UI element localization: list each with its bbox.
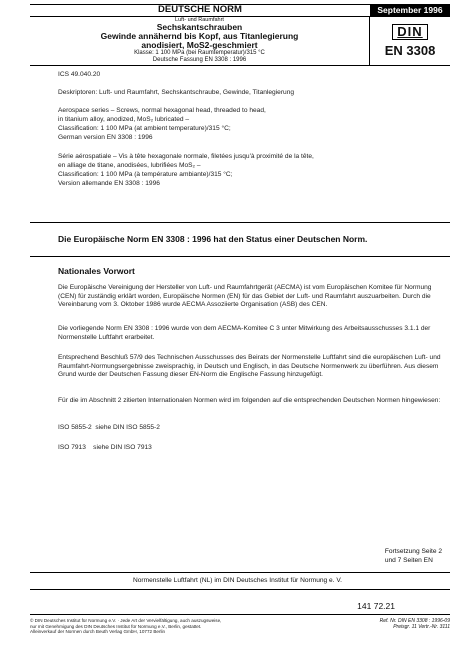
foreword-paragraph-3: Entsprechend Beschluß 57/9 des Technischen Ausschusses des Beirats der Normenstelle Luftfahrt sind die europäischen Luft- und Raumfahrt-Normungsergebnisse zweisprachig, in Deutsch und Englisch, in das Deutsche Normenwerk zu überführen. Aus diesem Grund wurde der Deutschen Fassung dieser EN-Norm die Englische Fassung hinzugefügt.	[58, 354, 441, 378]
english-title-line-2: in titanium alloy, anodized, MoS₂ lubricated –	[58, 116, 190, 123]
reference-iso-5855-2: ISO 5855-2 siehe DIN ISO 5855-2	[58, 424, 160, 431]
ics-code: ICS 49.040.20	[58, 71, 101, 78]
french-title-line-1: Série aérospatiale – Vis à tête hexagonale normale, filetées jusqu'à proximité de la tête,	[58, 153, 314, 160]
foreword-title: Nationales Vorwort	[58, 266, 135, 276]
french-classification: Classification: 1 100 MPa (à température ambiante)/315 °C;	[58, 171, 233, 178]
divider	[30, 572, 450, 573]
descriptors: Deskriptoren: Luft- und Raumfahrt, Sechskantschraube, Gewinde, Titanlegierung	[58, 89, 295, 96]
french-version: Version allemande EN 3308 : 1996	[58, 180, 160, 187]
classification-line: Klasse: 1 100 MPa (bei Raumtemperatur)/315 °C	[134, 50, 265, 56]
continuation-note	[385, 548, 442, 565]
issue-date: September 1996	[370, 5, 450, 16]
foreword-paragraph-1: Die Europäische Vereinigung der Hersteller von Luft- und Raumfahrtgerät (AECMA) ist vom Europäischen Komitee für Normung (CEN) für zuständig erklärt worden, Europäische Normen (EN) für das Gebiet der Luft- und Raumfahrt auszuarbeiten. Durch die Vereinbarung vom 3. Oktober 1986 wurde AECMA Assoziierte Organisation (ASB) des CEN.	[58, 284, 432, 308]
document-subtitle-2: anodisiert, MoS2-geschmiert	[141, 40, 258, 50]
din-logo: DIN	[392, 24, 427, 40]
english-classification: Classification: 1 100 MPa (at ambient temperature)/315 °C;	[58, 125, 231, 132]
english-title-line-1: Aerospace series – Screws, normal hexagonal head, threaded to head,	[58, 107, 266, 114]
divider	[30, 222, 450, 223]
foreword-paragraph-2: Die vorliegende Norm EN 3308 : 1996 wurde von dem AECMA-Komitee C 3 unter Mitwirkung des Arbeitsausschusses 3.1.1 der Normenstelle Luftfahrt erarbeitet.	[58, 325, 431, 341]
french-title-line-2: en alliage de titane, anodisées, lubrifiées MoS₂ –	[58, 162, 201, 169]
norm-type-title: DEUTSCHE NORM	[158, 4, 242, 15]
divider	[30, 589, 450, 590]
divider	[30, 256, 450, 257]
status-statement: Die Europäische Norm EN 3308 : 1996 hat den Status einer Deutschen Norm.	[58, 234, 368, 244]
document-subtitle-1: Gewinde annähernd bis Kopf, aus Titanlegierung	[100, 31, 299, 41]
issuing-body: Normenstelle Luftfahrt (NL) im DIN Deutsches Institut für Normung e. V.	[132, 577, 342, 584]
copyright-line-1: © DIN Deutsches Institut für Normung e.V. · Jede Art der Vervielfältigung, auch auszugsweise,	[30, 618, 222, 623]
document-title: Sechskantschrauben	[156, 22, 243, 32]
reference-iso-7913: ISO 7913 siehe DIN ISO 7913	[58, 444, 152, 451]
copyright-notice	[30, 618, 221, 635]
english-version: German version EN 3308 : 1996	[58, 134, 153, 141]
title-block	[30, 16, 369, 65]
copyright-line-2: nur mit Genehmigung des DIN Deutsches Institut für Normung e.V., Berlin, gestattet.	[30, 623, 202, 629]
continuation-line-2: und 7 Seiten EN	[384, 556, 433, 564]
reference-number: Ref. Nr. DIN EN 3308 : 1996-09	[379, 618, 450, 624]
subject-area: Luft- und Raumfahrt	[175, 17, 224, 23]
copyright-line-3: Alleinverkauf der Normen durch Beuth Verlag GmbH, 10772 Berlin	[30, 629, 166, 635]
header-box	[30, 16, 450, 66]
price-group: Preisgr. 11 Vertr.-Nr. 3111	[393, 624, 450, 630]
reference-number-block	[380, 618, 450, 630]
footer	[30, 614, 450, 635]
foreword-paragraph-4: Für die im Abschnitt 2 zitierten Internationalen Normen wird im folgenden auf die entsprechenden Deutschen Normen hingewiesen:	[58, 397, 441, 404]
continuation-line-1: Fortsetzung Seite 2	[384, 548, 442, 555]
en-number: EN 3308	[384, 42, 436, 58]
price-code: 141 72.21	[357, 601, 395, 611]
version-line: Deutsche Fassung EN 3308 : 1996	[152, 57, 247, 63]
din-number-block	[369, 16, 450, 65]
